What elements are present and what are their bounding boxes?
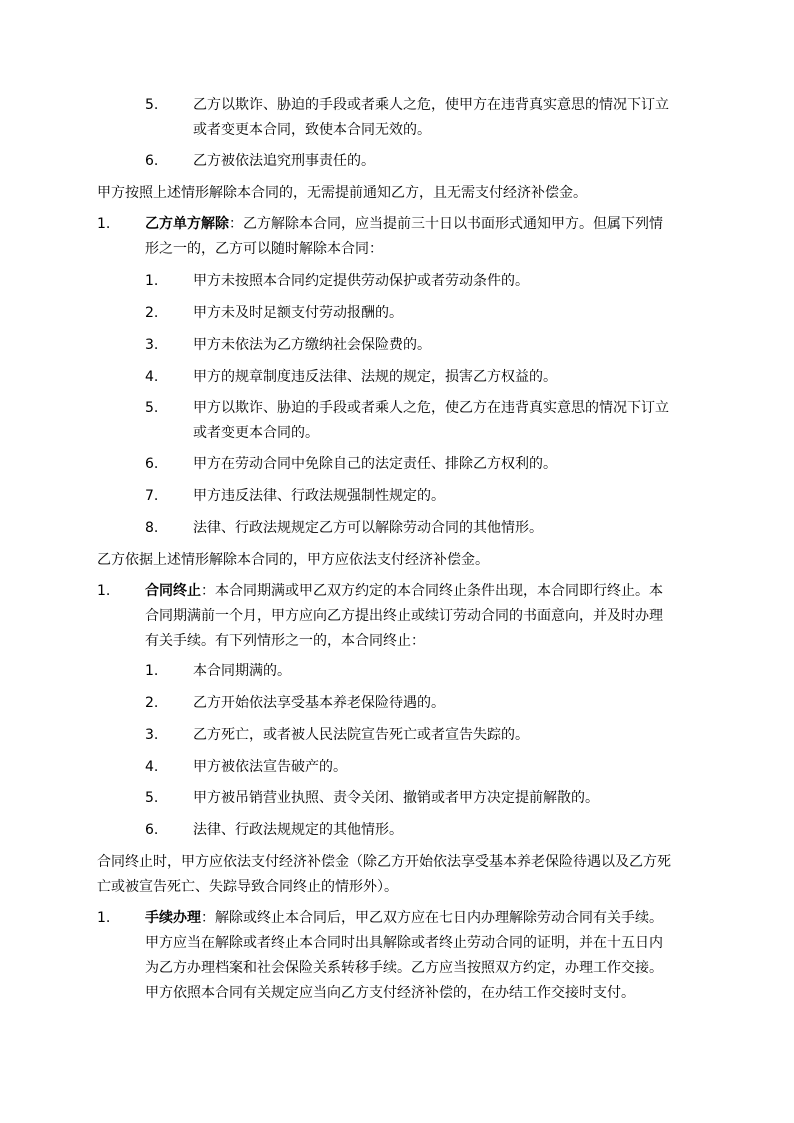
text-line: 甲方的规章制度违反法律、法规的规定，损害乙方权益的。 xyxy=(193,369,557,385)
clause-title: 乙方单方解除 xyxy=(145,216,229,232)
item-text xyxy=(193,724,529,749)
item-number: 7. xyxy=(145,488,159,504)
paragraph xyxy=(97,549,489,574)
text-line: 合同终止时，甲方应依法支付经济补偿金（除乙方开始依法享受基本养老保险待遇以及乙方死 xyxy=(97,854,671,870)
item-text xyxy=(193,517,543,542)
item-text xyxy=(193,756,347,781)
text-line: 或者变更本合同，致使本合同无效的。 xyxy=(193,122,431,138)
paragraph xyxy=(97,851,671,901)
item-number: 3. xyxy=(145,727,159,743)
clause-text xyxy=(145,580,663,655)
item-text xyxy=(193,692,445,717)
item-number: 6. xyxy=(145,153,159,169)
text-line xyxy=(145,580,663,605)
paragraph xyxy=(97,182,587,207)
text-line: 乙方开始依法享受基本养老保险待遇的。 xyxy=(193,695,445,711)
clause-title: 合同终止 xyxy=(145,583,201,599)
item-number: 8. xyxy=(145,520,159,536)
item-text xyxy=(193,302,403,327)
text-line: 形之一的，乙方可以随时解除本合同： xyxy=(145,241,383,257)
item-number: 2. xyxy=(145,305,159,321)
text-line: 本合同期满的。 xyxy=(193,663,291,679)
text-line: 乙方死亡，或者被人民法院宣告死亡或者宣告失踪的。 xyxy=(193,727,529,743)
text-line: 甲方违反法律、行政法规强制性规定的。 xyxy=(193,488,445,504)
text-line: 法律、行政法规规定的其他情形。 xyxy=(193,822,403,838)
item-text xyxy=(193,150,375,175)
text-line: 甲方被依法宣告破产的。 xyxy=(193,759,347,775)
item-number: 4. xyxy=(145,369,159,385)
item-number: 1. xyxy=(145,663,159,679)
item-number: 1. xyxy=(145,273,159,289)
text-line: 甲方依照本合同有关规定应当向乙方支付经济补偿的，在办结工作交接时支付。 xyxy=(145,985,635,1001)
item-text xyxy=(193,366,557,391)
item-text xyxy=(193,397,669,447)
text-line: 乙方被依法追究刑事责任的。 xyxy=(193,153,375,169)
clause-body: ：解除或终止本合同后，甲乙双方应在七日内办理解除劳动合同有关手续。 xyxy=(201,910,663,926)
item-text xyxy=(193,819,403,844)
clause-number: 1. xyxy=(97,216,111,232)
clause-text xyxy=(145,213,663,263)
text-line: 有关手续。有下列情形之一的，本合同终止： xyxy=(145,633,425,649)
text-line: 甲方按照上述情形解除本合同的，无需提前通知乙方，且无需支付经济补偿金。 xyxy=(97,185,587,201)
item-text xyxy=(193,94,669,144)
item-number: 5. xyxy=(145,790,159,806)
clause-body: ：乙方解除本合同，应当提前三十日以书面形式通知甲方。但属下列情 xyxy=(229,216,663,232)
text-line: 为乙方办理档案和社会保险关系转移手续。乙方应当按照双方约定，办理工作交接。 xyxy=(145,960,663,976)
text-line: 乙方以欺诈、胁迫的手段或者乘人之危，使甲方在违背真实意思的情况下订立 xyxy=(193,97,669,113)
text-line: 甲方应当在解除或者终止本合同时出具解除或者终止劳动合同的证明，并在十五日内 xyxy=(145,935,663,951)
item-text xyxy=(193,334,431,359)
text-line: 或者变更本合同的。 xyxy=(193,425,319,441)
text-line: 乙方依据上述情形解除本合同的，甲方应依法支付经济补偿金。 xyxy=(97,552,489,568)
item-text xyxy=(193,787,599,812)
item-number: 5. xyxy=(145,97,159,113)
item-number: 3. xyxy=(145,337,159,353)
text-line: 甲方被吊销营业执照、责令关闭、撤销或者甲方决定提前解散的。 xyxy=(193,790,599,806)
clause-number: 1. xyxy=(97,910,111,926)
clause-body: ：本合同期满或甲乙双方约定的本合同终止条件出现，本合同即行终止。本 xyxy=(201,583,663,599)
clause-number: 1. xyxy=(97,583,111,599)
text-line: 甲方在劳动合同中免除自己的法定责任、排除乙方权利的。 xyxy=(193,456,557,472)
item-text xyxy=(193,485,445,510)
item-text xyxy=(193,270,529,295)
item-number: 2. xyxy=(145,695,159,711)
text-line: 合同期满前一个月，甲方应向乙方提出终止或续订劳动合同的书面意向，并及时办理 xyxy=(145,608,663,624)
item-number: 6. xyxy=(145,456,159,472)
text-line: 甲方以欺诈、胁迫的手段或者乘人之危，使乙方在违背真实意思的情况下订立 xyxy=(193,400,669,416)
text-line: 甲方未依法为乙方缴纳社会保险费的。 xyxy=(193,337,431,353)
text-line xyxy=(145,213,663,238)
text-line: 甲方未按照本合同约定提供劳动保护或者劳动条件的。 xyxy=(193,273,529,289)
clause-title: 手续办理 xyxy=(145,910,201,926)
text-line: 法律、行政法规规定乙方可以解除劳动合同的其他情形。 xyxy=(193,520,543,536)
item-number: 6. xyxy=(145,822,159,838)
item-text xyxy=(193,660,291,685)
text-line: 亡或被宣告死亡、失踪导致合同终止的情形外）。 xyxy=(97,879,398,895)
item-number: 5. xyxy=(145,400,159,416)
item-number: 4. xyxy=(145,759,159,775)
clause-text xyxy=(145,907,663,1007)
item-text xyxy=(193,453,557,478)
text-line: 甲方未及时足额支付劳动报酬的。 xyxy=(193,305,403,321)
text-line xyxy=(145,907,663,932)
